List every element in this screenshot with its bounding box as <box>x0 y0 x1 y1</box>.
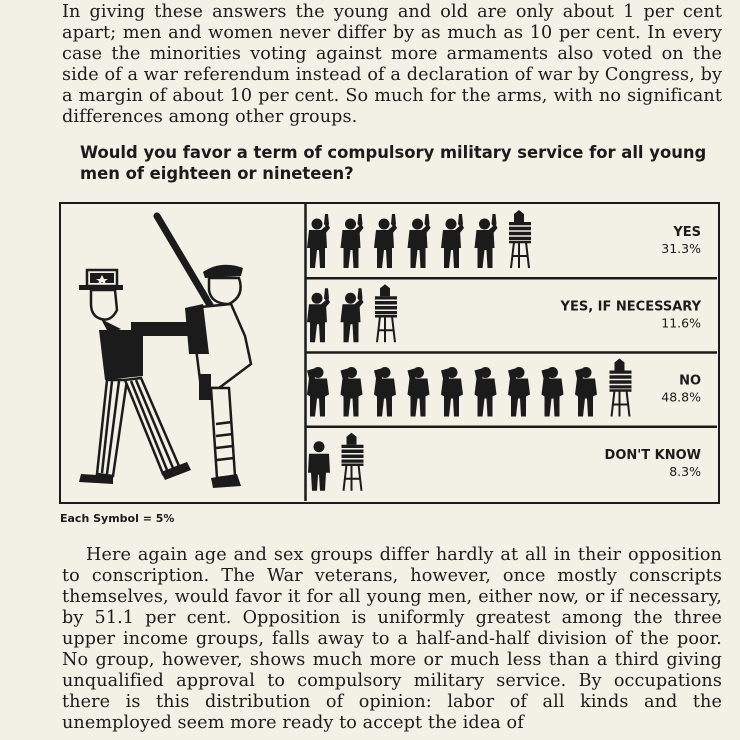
chart-rows <box>306 210 717 491</box>
category-label: NO <box>679 373 701 389</box>
paragraph-top: In giving these answers the young and old are only about 1 per cent apart; men and women never differ by as much as 10 per cent. In every case the minorities voting against more armaments also voted on the side of a war referendum instead of a declaration of war by Congress, by a margin of about 10 per cent. So much for the arms, with no significant differences among other groups. <box>62 2 722 127</box>
person-symbol <box>341 288 364 342</box>
person-symbol <box>441 367 463 417</box>
chart-row <box>306 278 717 342</box>
percent-label: 8.3% <box>669 463 701 479</box>
person-symbol <box>307 367 329 417</box>
person-symbol <box>575 367 597 417</box>
percent-label: 31.3% <box>661 241 701 256</box>
paragraph-bottom: Here again age and sex groups differ hardly at all in their opposition to conscription. The War veterans, however, once mostly conscripts themselves, would favor it for all young men, either now, or if necessary, by 51.1 per cent. Opposition is uniformly greatest among the three upper income groups, falls away to a half-and-half division of the poor. No group, however, shows much more or much less than a third giving unqualified approval to compulsory military service. By occupations there is this distribution of opinion: labor of all kinds and the unemployed seem more ready to accept the idea of <box>62 545 722 733</box>
percent-label: 11.6% <box>661 315 701 331</box>
person-symbol <box>307 288 330 342</box>
uncle-sam-soldier-illustration <box>79 216 251 488</box>
chart-row <box>306 427 717 491</box>
person-symbol <box>475 367 497 417</box>
chart-row <box>306 353 717 417</box>
percent-label: 48.8% <box>661 389 701 405</box>
ballot-box-symbol <box>610 359 632 417</box>
person-symbol <box>408 367 430 417</box>
person-symbol <box>475 214 498 268</box>
category-label: DON'T KNOW <box>604 447 701 463</box>
person-symbol <box>542 367 564 417</box>
category-label: YES, IF NECESSARY <box>560 299 701 315</box>
person-symbol <box>308 441 330 491</box>
person-symbol <box>441 214 464 268</box>
survey-question: Would you favor a term of compulsory military service for all young men of eighteen or nineteen? <box>80 143 707 183</box>
person-symbol <box>341 367 363 417</box>
person-symbol <box>508 367 530 417</box>
symbol-legend-note: Each Symbol = 5% <box>60 512 175 525</box>
person-symbol <box>408 214 431 268</box>
person-symbol <box>341 214 364 268</box>
uncle-sam-figure <box>79 270 191 484</box>
ballot-box-symbol <box>509 210 531 268</box>
chart-row <box>307 210 701 268</box>
person-symbol <box>374 214 397 268</box>
pictogram-chart <box>59 202 720 504</box>
person-symbol <box>374 367 396 417</box>
ballot-box-symbol <box>342 433 364 491</box>
category-label: YES <box>673 225 701 240</box>
ballot-box-symbol <box>375 284 397 342</box>
person-symbol <box>307 214 330 268</box>
